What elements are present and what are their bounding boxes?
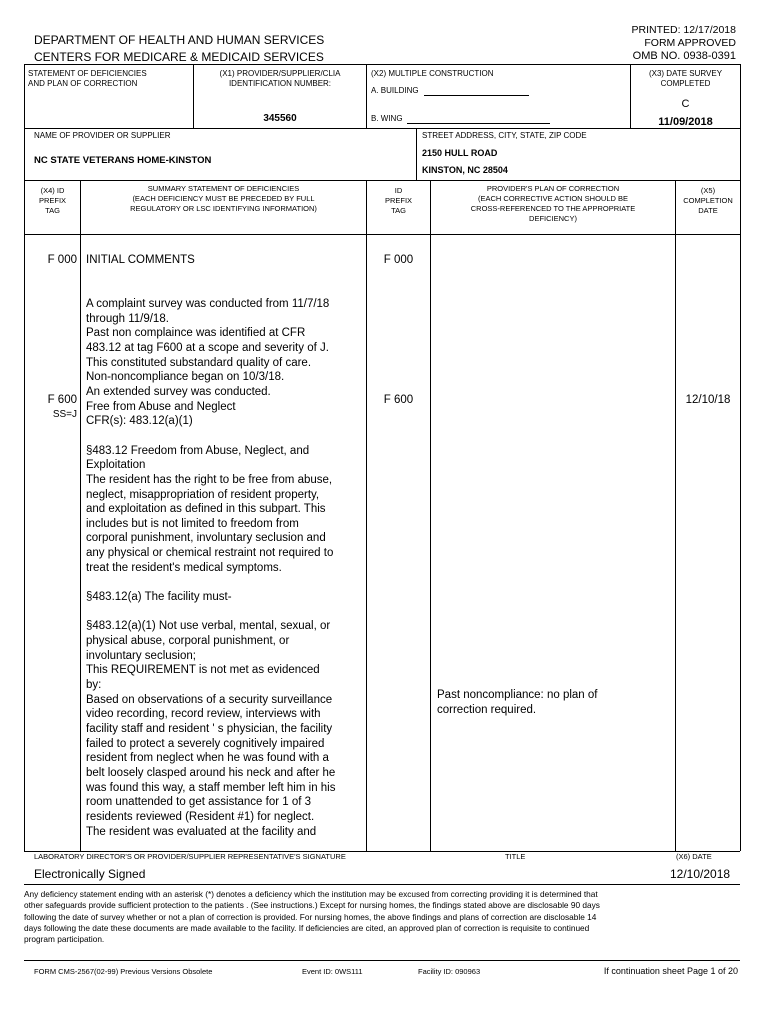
rule-col-summary [366, 180, 367, 851]
signature-value: Electronically Signed [34, 867, 146, 881]
wing-blank [407, 123, 550, 124]
x3-label: (X3) DATE SURVEY COMPLETED [648, 69, 723, 88]
rule-columns-bottom [24, 234, 740, 235]
survey-completed-date: 11/09/2018 [658, 116, 713, 128]
page-indicator: If continuation sheet Page 1 of 20 [603, 966, 738, 976]
provider-id-number: 345560 [263, 113, 297, 124]
rule-columns-top [24, 180, 740, 181]
rule-col-plan [675, 180, 676, 851]
building-label: A. BUILDING [371, 86, 419, 95]
signature-label: LABORATORY DIRECTOR'S OR PROVIDER/SUPPLIER REPRESENTATIVE'S SIGNATURE [34, 852, 346, 861]
provider-name: NC STATE VETERANS HOME-KINSTON [34, 155, 212, 166]
rule-col-tag [80, 180, 81, 851]
provider-city: KINSTON, NC 28504 [422, 165, 508, 175]
summary-header: SUMMARY STATEMENT OF DEFICIENCIES (EACH DEFICIENCY MUST BE PRECEDED BY FULL REGULATORY OR LSC IDENTIFYING INFORMATION) [130, 184, 317, 213]
plan-header: PROVIDER'S PLAN OF CORRECTION (EACH CORRECTIVE ACTION SHOULD BE CROSS-REFERENCED TO THE APPROPRIATE DEFICIENCY) [470, 184, 636, 223]
severity-code: SS=J [52, 409, 77, 420]
provider-name-label: NAME OF PROVIDER OR SUPPLIER [34, 131, 171, 140]
plan-of-correction: Past noncompliance: no plan of correction required. [437, 689, 598, 716]
form-number: FORM CMS-2567(02-99) Previous Versions Obsolete [34, 967, 213, 976]
x6-date-label: (X6) DATE [676, 852, 712, 861]
title-label: TITLE [505, 852, 526, 861]
signature-date: 12/10/2018 [670, 867, 731, 881]
id-header: ID PREFIX TAG [384, 186, 413, 215]
facility-id: Facility ID: 090963 [418, 967, 481, 976]
x4-header: (X4) ID PREFIX TAG [38, 186, 67, 215]
tag-f600: F 600 [47, 394, 77, 406]
centers-title: CENTERS FOR MEDICARE & MEDICAID SERVICES [34, 50, 324, 64]
rule-signature-bottom [24, 884, 740, 885]
id-f600: F 600 [383, 394, 414, 406]
id-f000: F 000 [383, 254, 414, 266]
printed-date: PRINTED: 12/17/2018 [631, 24, 736, 36]
disclaimer: Any deficiency statement ending with an asterisk (*) denotes a deficiency which the institution may be excused from correcting providing it is determined that other safeguards provide sufficient protection to the patients . (See instructions.) Except for nursing homes, the findings stated above are disclosable 90 days following the date of survey whether or not a plan of correction is provided. For nursing homes, the above findings and plans of correction are disclosable 14 days following the date these documents are made available to the facility. If deficiencies are cited, an approved plan of correction is requisite to continued program participation. [24, 889, 600, 945]
statement-label: STATEMENT OF DEFICIENCIES AND PLAN OF CORRECTION [28, 69, 147, 88]
x5-header: (X5) COMPLETION DATE [683, 186, 733, 215]
rule-x2-left [366, 64, 367, 128]
omb-number: OMB NO. 0938-0391 [632, 50, 736, 62]
rule-footer-top [24, 960, 740, 961]
form-approved: FORM APPROVED [644, 37, 736, 49]
rule-right [740, 64, 741, 851]
department-title: DEPARTMENT OF HEALTH AND HUMAN SERVICES [34, 33, 325, 47]
x1-label: (X1) PROVIDER/SUPPLIER/CLIA IDENTIFICATION NUMBER: [219, 69, 341, 88]
address-label: STREET ADDRESS, CITY, STATE, ZIP CODE [422, 131, 587, 140]
event-id: Event ID: 0WS111 [302, 967, 363, 976]
provider-street: 2150 HULL ROAD [422, 148, 498, 158]
rule-left [24, 64, 25, 851]
tag-f000: F 000 [47, 254, 77, 266]
x2-label: (X2) MULTIPLE CONSTRUCTION [371, 69, 494, 78]
summary-statement: INITIAL COMMENTS A complaint survey was conducted from 11/7/18 through 11/9/18. Past non complaince was identified at CFR 483.12 at tag F600 at a scope and severity of J. This constituted substandard quality of care. Non-noncompliance began on 10/3/18. An extended survey was conducted. Free from Abuse and Neglect CFR(s): 483.12(a)(1) §483.12 Freedom from Abuse, Neglect, and Exploitation The resident has the right to be free from abuse, neglect, misappropriation of resident property, and exploitation as defined in this subpart. This includes but is not limited to freedom from corporal punishment, involuntary seclusion and any physical or chemical restraint not required to treat the resident's medical symptoms. §483.12(a) The facility must- §483.12(a)(1) Not use verbal, mental, sexual, or physical abuse, corporal punishment, or involuntary seclusion; This REQUIREMENT is not met as evidenced by: Based on observations of a security surveillance video recording, record review, interviews with facility staff and resident ' s physician, the facility failed to protect a severely cognitively impaired resident from neglect when he was found with a belt loosely clasped around his neck and after he was found this way, a staff member left him in his room unattended to get assistance for 1 of 3 residents reviewed (Resident #1) for neglect. The resident was evaluated at the facility and [86, 254, 336, 838]
rule-address-left [416, 128, 417, 180]
completion-date: 12/10/18 [685, 394, 731, 406]
rule-col-id [430, 180, 431, 851]
x3-code: C [681, 98, 690, 110]
building-blank [424, 95, 529, 96]
wing-label: B. WING [371, 114, 403, 123]
rule-top [24, 64, 740, 65]
